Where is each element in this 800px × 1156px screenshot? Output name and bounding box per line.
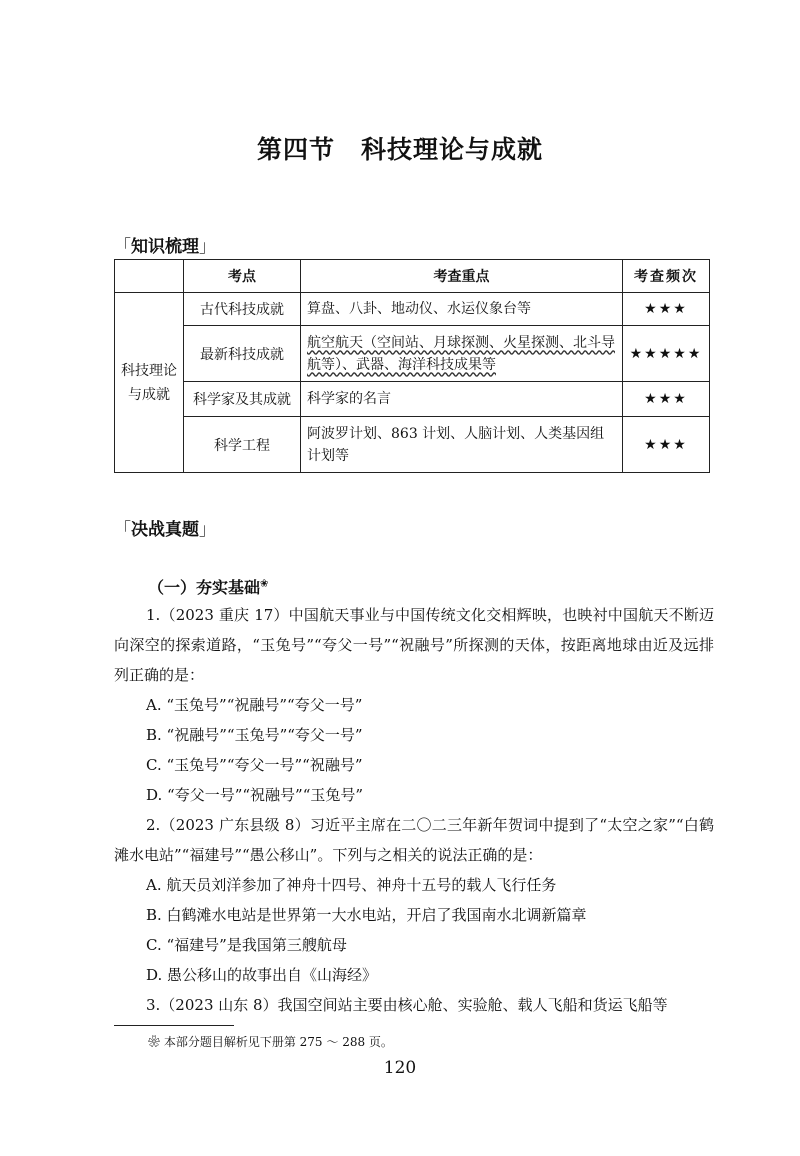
- table-header-freq: 考查频次: [623, 260, 710, 293]
- page-number: 120: [383, 1058, 417, 1078]
- table-cell-point: 科学家及其成就: [184, 382, 301, 417]
- table-header-row: [115, 260, 710, 293]
- table-cell-point: 最新科技成就: [184, 326, 301, 382]
- table-cell-focus: [301, 326, 623, 382]
- question-1-option-c: C. “玉兔号”“夸父一号”“祝融号”: [146, 756, 363, 774]
- table-cell-focus: 算盘、八卦、地动仪、水运仪象台等: [301, 293, 623, 326]
- question-1-option-b: B. “祝融号”“玉兔号”“夸父一号”: [146, 726, 363, 744]
- flower-mark-icon: ❀: [148, 1035, 161, 1049]
- footnote: [148, 1033, 393, 1050]
- exam-heading-text: 决战真题: [131, 520, 199, 540]
- section-number: 第四节: [256, 135, 335, 164]
- table-cell-point: 古代科技成就: [184, 293, 301, 326]
- section-title: [0, 130, 800, 166]
- footnote-text: 本部分题目解析见下册第 275 ～ 288 页。: [163, 1035, 393, 1049]
- table-cell-point: 科学工程: [184, 417, 301, 473]
- question-2-option-a: A. 航天员刘洋参加了神舟十四号、神舟十五号的载人飞行任务: [146, 876, 557, 894]
- question-2-option-c: C. “福建号”是我国第三艘航母: [146, 936, 347, 954]
- table-header-focus: 考查重点: [301, 260, 623, 293]
- table-header-empty: [115, 260, 184, 293]
- table-category: 科技理论 与成就: [115, 293, 184, 473]
- question-3: 3.（2023 山东 8）我国空间站主要由核心舱、实验舱、载人飞船和货运飞船等: [146, 996, 668, 1014]
- emphasized-focus: 航空航天（空间站、月球探测、火星探测、北斗导航等）、武器、海洋科技成果等: [307, 334, 615, 373]
- knowledge-heading: 「知识梳理」: [114, 237, 216, 257]
- table-cell-focus: 科学家的名言: [301, 382, 623, 417]
- table-cell-freq: ★★★: [623, 293, 710, 326]
- question-1-option-d: D. “夸父一号”“祝融号”“玉兔号”: [146, 786, 364, 804]
- table-header-point: 考点: [184, 260, 301, 293]
- table-cell-freq: ★★★: [623, 417, 710, 473]
- footnote-divider: [114, 1025, 234, 1026]
- question-2-option-d: D. 愚公移山的故事出自《山海经》: [146, 966, 378, 984]
- knowledge-heading-text: 知识梳理: [131, 237, 199, 257]
- questions-body: [114, 600, 714, 1020]
- table-cell-freq: ★★★: [623, 382, 710, 417]
- table-row: [115, 293, 710, 326]
- question-2-option-b: B. 白鹤滩水电站是世界第一大水电站，开启了我国南水北调新篇章: [146, 906, 587, 924]
- table-cell-freq: ★★★★★: [623, 326, 710, 382]
- question-1-option-a: A. “玉兔号”“祝融号”“夸父一号”: [146, 696, 363, 714]
- table-row: [115, 382, 710, 417]
- table-row: [115, 326, 710, 382]
- section-name: 科技理论与成就: [361, 135, 544, 164]
- question-2: 2.（2023 广东县级 8）习近平主席在二〇二三年新年贺词中提到了“太空之家”“白鹤滩水电站”“福建号”“愚公移山”。下列与之相关的说法正确的是：: [114, 816, 714, 864]
- knowledge-table: [114, 259, 710, 473]
- table-row: [115, 417, 710, 473]
- subsection-heading: （一）夯实基础❀: [148, 578, 269, 597]
- table-cell-focus: 阿波罗计划、863 计划、人脑计划、人类基因组计划等: [301, 417, 623, 473]
- question-1: 1.（2023 重庆 17）中国航天事业与中国传统文化交相辉映，也映衬中国航天不断迈向深空的探索道路，“玉兔号”“夸父一号”“祝融号”所探测的天体，按距离地球由近及远排列正确的是：: [114, 606, 714, 684]
- flower-mark-icon: ❀: [260, 578, 269, 590]
- exam-heading: 「决战真题」: [114, 520, 216, 540]
